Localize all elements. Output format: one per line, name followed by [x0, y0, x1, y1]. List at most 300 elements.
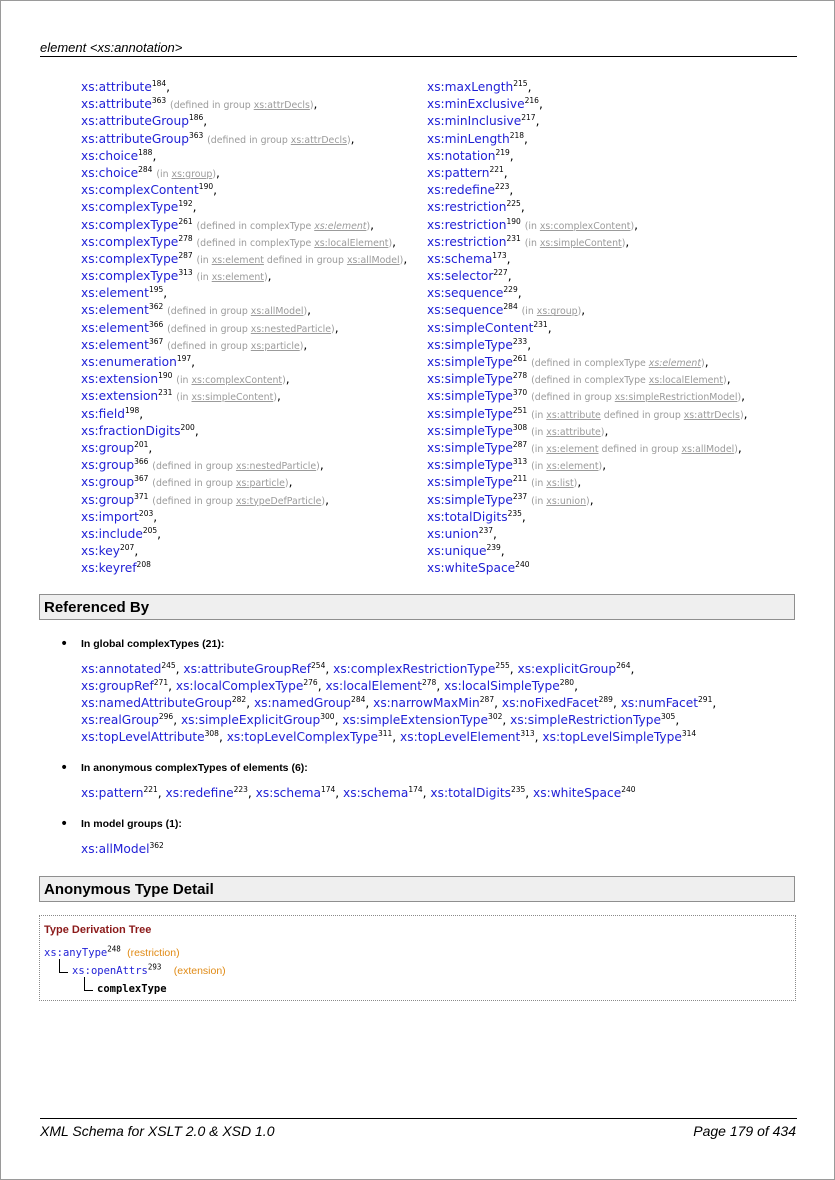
element-link[interactable]: xs:extension	[81, 389, 159, 404]
page-ref: 233	[512, 336, 528, 346]
element-link[interactable]: xs:enumeration	[81, 355, 177, 369]
element-list-item: xs:extension$^{231}$ (in xs:simpleContent),	[81, 388, 281, 404]
referencing-type: xs:attributeGroupRef$^{254}$,	[183, 660, 330, 676]
element-list-item: xs:element$^{366}$ (defined in group xs:nestedParticle),	[81, 319, 339, 335]
context-link[interactable]: xs:element	[648, 358, 702, 369]
element-list-item: xs:minLength$^{218}$,	[427, 130, 528, 146]
element-link[interactable]: xs:whiteSpace	[427, 561, 516, 576]
element-list-item: xs:pattern$^{221}$,	[427, 164, 508, 180]
header-rule	[40, 56, 797, 57]
tree-connector	[84, 977, 93, 991]
page-ref: 192	[178, 199, 193, 209]
element-list-item: xs:element$^{367}$ (defined in group xs:particle),	[81, 336, 308, 352]
page-ref: 291	[698, 694, 713, 704]
page-ref: 313	[178, 268, 193, 277]
context-link[interactable]: xs:element	[211, 254, 264, 266]
element-link[interactable]: xs:complexContent	[81, 183, 199, 198]
element-list-item: xs:group$^{371}$ (defined in group xs:typeDefParticle),	[81, 491, 329, 507]
context-note: (defined in group xs:particle)	[167, 340, 304, 352]
element-link[interactable]: xs:sequence	[427, 303, 504, 318]
page-ref: 235	[507, 508, 522, 518]
page-ref: 201	[134, 439, 149, 449]
referencing-type-link[interactable]: xs:simpleExtensionType	[342, 713, 489, 727]
context-link[interactable]: xs:allModel	[681, 443, 735, 455]
context-note: (defined in complexType xs:element)	[196, 220, 371, 232]
page-ref: 363	[188, 130, 204, 140]
page-ref: 287	[479, 694, 495, 704]
context-note: (in xs:simpleContent)	[176, 392, 277, 404]
context-link[interactable]: xs:simpleContent	[539, 237, 622, 249]
page-ref: 216	[524, 96, 539, 106]
children-right-column	[427, 79, 747, 577]
context-link[interactable]: xs:typeDefParticle	[235, 495, 322, 507]
element-link[interactable]: xs:simpleType	[427, 475, 513, 490]
page-ref: 278	[421, 677, 437, 687]
referencing-type: xs:narrowMaxMin$^{287}$,	[373, 694, 498, 710]
element-list-item: xs:simpleType$^{370}$ (defined in group xs:simpleRestrictionModel),	[427, 388, 745, 404]
tree-connector	[59, 959, 68, 973]
element-link[interactable]: xs:redefine	[427, 183, 496, 198]
referencing-type: xs:simpleExtensionType$^{302}$,	[342, 711, 507, 727]
page-ref: 278	[178, 233, 193, 243]
referencing-type-link[interactable]: xs:schema	[255, 786, 321, 800]
referencing-type: xs:pattern$^{221}$,	[81, 784, 162, 800]
element-link[interactable]: xs:complexType	[81, 234, 179, 249]
element-link[interactable]: xs:simpleType	[427, 389, 513, 404]
element-link[interactable]: xs:fractionDigits	[81, 423, 181, 438]
page-ref: 308	[204, 728, 219, 738]
context-note: (in xs:attribute)	[531, 426, 605, 438]
element-list-item: xs:restriction$^{231}$ (in xs:simpleContent),	[427, 233, 630, 249]
context-note: (in xs:element defined in group xs:allModel)	[531, 443, 738, 455]
tree-node-link[interactable]: xs:anyType	[44, 947, 108, 959]
referencing-type-link[interactable]: xs:namedGroup	[253, 696, 352, 710]
element-link[interactable]: xs:sequence	[427, 286, 504, 301]
referencing-type-link[interactable]: xs:topLevelElement	[400, 730, 521, 744]
page-ref: 370	[512, 388, 528, 398]
page-ref: 287	[178, 250, 193, 260]
context-note: (in xs:complexContent)	[176, 375, 286, 387]
tree-node-leaf: complexType	[97, 983, 167, 995]
element-link[interactable]: xs:simpleType	[427, 406, 513, 421]
page-ref: 221	[489, 164, 504, 174]
page-ref: 362	[148, 302, 164, 312]
element-link[interactable]: xs:include	[81, 526, 143, 541]
page-ref: 308	[512, 422, 528, 432]
page-ref: 198	[124, 405, 140, 415]
element-link[interactable]: xs:pattern	[427, 165, 490, 180]
element-list-item: xs:simpleType$^{308}$ (in xs:attribute),	[427, 422, 609, 438]
element-link[interactable]: xs:simpleType	[427, 372, 513, 387]
element-link[interactable]: xs:complexType	[81, 200, 179, 215]
context-link[interactable]: xs:attrDecls	[253, 100, 310, 112]
element-link[interactable]: xs:simpleContent	[427, 320, 534, 335]
context-note: (in xs:group)	[156, 168, 217, 180]
referencing-type: xs:simpleRestrictionType$^{305}$,	[510, 711, 680, 727]
referencing-type-link[interactable]: xs:redefine	[165, 786, 234, 800]
element-link[interactable]: xs:selector	[427, 269, 494, 284]
page-ref: 229	[503, 285, 518, 295]
referencing-type: xs:topLevelElement$^{313}$,	[400, 728, 539, 744]
referencing-type: xs:localComplexType$^{276}$,	[175, 677, 322, 693]
referencing-type-link[interactable]: xs:namedAttributeGroup	[81, 696, 232, 710]
element-list-item: xs:notation$^{219}$,	[427, 147, 514, 163]
page-ref: 219	[495, 147, 510, 157]
element-link[interactable]: xs:element	[81, 286, 149, 301]
footer-rule	[40, 1118, 797, 1119]
element-list-item: xs:sequence$^{284}$ (in xs:group),	[427, 302, 586, 318]
referencing-type-link[interactable]: xs:totalDigits	[430, 786, 511, 800]
referencing-type: xs:localSimpleType$^{280}$,	[444, 677, 578, 693]
element-list-item: xs:simpleContent$^{231}$,	[427, 319, 552, 335]
context-link[interactable]: xs:allModel	[250, 306, 304, 318]
element-list-item: xs:totalDigits$^{235}$,	[427, 508, 526, 524]
page-ref: 362	[149, 840, 164, 850]
page-ref: 287	[512, 439, 528, 449]
context-link[interactable]: xs:particle	[250, 340, 300, 352]
context-link[interactable]: xs:attrDecls	[683, 409, 740, 421]
page-ref: 235	[510, 784, 526, 794]
page-ref: 190	[158, 371, 173, 381]
page-ref: 367	[134, 474, 149, 484]
element-list-item: xs:group$^{201}$,	[81, 439, 153, 455]
context-link[interactable]: xs:element	[314, 220, 367, 232]
referencing-type	[81, 842, 164, 856]
page-ref: 282	[231, 694, 247, 704]
page-ref: 184	[151, 78, 167, 88]
page-ref: 227	[493, 268, 508, 277]
context-note: (in xs:element defined in group xs:allModel)	[196, 254, 404, 266]
page-ref: 221	[143, 784, 158, 794]
page-ref: 225	[506, 199, 521, 209]
context-link[interactable]: xs:simpleContent	[191, 392, 274, 404]
referencing-type: xs:redefine$^{223}$,	[165, 784, 252, 800]
page-ref: 366	[134, 457, 149, 467]
context-link[interactable]: xs:element	[546, 461, 599, 473]
derivation-kind: (extension)	[173, 965, 226, 977]
bullet: •	[60, 636, 69, 652]
page-ref: 314	[681, 728, 697, 738]
element-link[interactable]: xs:simpleType	[427, 458, 513, 473]
page-ref: 280	[559, 677, 575, 687]
context-note: (defined in group xs:attrDecls)	[207, 134, 351, 146]
element-link[interactable]: xs:totalDigits	[427, 509, 508, 524]
element-list-item: xs:simpleType$^{287}$ (in xs:element defined in group xs:allModel),	[427, 439, 742, 455]
element-link[interactable]: xs:notation	[427, 148, 496, 163]
element-list-item: xs:maxLength$^{215}$,	[427, 78, 532, 94]
element-link[interactable]: xs:schema	[427, 251, 493, 266]
element-list-item: xs:key$^{207}$,	[81, 543, 139, 559]
referencing-type: xs:numFacet$^{291}$,	[620, 694, 717, 710]
page-ref: 197	[176, 353, 192, 363]
context-note: (in xs:attribute defined in group xs:attrDecls)	[531, 409, 744, 421]
element-list-item: xs:simpleType$^{233}$,	[427, 336, 532, 352]
tree-node-root	[44, 944, 180, 959]
element-link[interactable]: xs:keyref	[81, 561, 137, 576]
tree-node-link[interactable]: xs:openAttrs	[72, 965, 148, 977]
page-ref: 251	[512, 405, 528, 415]
referencing-type-link[interactable]: xs:localSimpleType	[444, 679, 560, 693]
page-ref: 284	[503, 302, 518, 312]
element-link[interactable]: xs:minExclusive	[427, 97, 525, 112]
element-link[interactable]: xs:group	[81, 492, 135, 507]
page-ref: 313	[520, 728, 535, 738]
element-link[interactable]: xs:complexType	[81, 251, 179, 266]
element-list-item: xs:field$^{198}$,	[81, 405, 144, 421]
context-note: (in xs:simpleContent)	[524, 237, 626, 249]
page-ref: 231	[533, 319, 548, 329]
context-note: (in xs:element)	[531, 461, 603, 473]
element-link[interactable]: xs:simpleType	[427, 492, 513, 507]
element-link[interactable]: xs:restriction	[427, 200, 507, 215]
referencing-type: xs:realGroup$^{296}$,	[81, 711, 178, 727]
element-list-item: xs:extension$^{190}$ (in xs:complexContent),	[81, 371, 290, 387]
referencing-type-link[interactable]: xs:numFacet	[620, 696, 699, 710]
referencing-type-link[interactable]: xs:topLevelComplexType	[226, 730, 378, 744]
page-ref: 271	[153, 677, 169, 687]
element-list-item: xs:simpleType$^{313}$ (in xs:element),	[427, 457, 607, 473]
element-list-item: xs:simpleType$^{278}$ (defined in complexType xs:localElement),	[427, 371, 731, 387]
page-ref: 367	[148, 336, 164, 346]
referencing-type: xs:topLevelComplexType$^{311}$,	[226, 728, 397, 744]
context-link[interactable]: xs:element	[211, 272, 264, 284]
page-ref: 284	[138, 164, 153, 174]
context-link[interactable]: xs:attribute	[546, 426, 601, 438]
page-ref: 371	[134, 491, 149, 501]
context-note: (defined in group xs:attrDecls)	[170, 100, 314, 112]
referencing-type-link[interactable]: xs:simpleExplicitGroup	[180, 713, 321, 727]
element-list-item: xs:simpleType$^{237}$ (in xs:union),	[427, 491, 594, 507]
page-ref: 363	[151, 96, 167, 106]
context-link[interactable]: xs:nestedParticle	[235, 461, 317, 473]
page-ref: 173	[492, 250, 507, 260]
page-ref: 211	[512, 474, 528, 484]
page-ref: 200	[180, 422, 195, 432]
element-link[interactable]: xs:restriction	[427, 234, 507, 249]
page-ref: 223	[233, 784, 248, 794]
page-ref: 195	[148, 285, 164, 295]
referencing-type-link[interactable]: xs:realGroup	[81, 713, 159, 727]
page-ref: 302	[488, 711, 503, 721]
referencing-type: xs:topLevelAttribute$^{308}$,	[81, 728, 223, 744]
page-ref: 254	[311, 660, 326, 670]
context-note: (in xs:list)	[531, 478, 578, 490]
context-link[interactable]: xs:allModel	[346, 254, 400, 266]
page-ref: 264	[616, 660, 631, 670]
page-ref: 186	[188, 113, 204, 123]
page-ref: 293	[147, 962, 162, 972]
referencing-type-link[interactable]: xs:attributeGroupRef	[183, 662, 312, 676]
element-link[interactable]: xs:element	[81, 337, 149, 352]
context-link[interactable]: xs:simpleRestrictionModel	[614, 392, 738, 404]
element-link[interactable]: xs:field	[81, 406, 125, 421]
context-note: (in xs:complexContent)	[524, 220, 635, 232]
page-ref: 237	[478, 525, 494, 535]
referencing-type: xs:namedAttributeGroup$^{282}$,	[81, 694, 251, 710]
element-list-item: xs:attribute$^{363}$ (defined in group xs:attrDecls),	[81, 96, 318, 112]
referencing-type-link[interactable]: xs:topLevelSimpleType	[542, 730, 682, 744]
element-list-item	[427, 560, 747, 577]
element-list-item: xs:minInclusive$^{217}$,	[427, 113, 540, 129]
element-link[interactable]: xs:element	[81, 320, 149, 335]
context-link[interactable]: xs:localElement	[648, 375, 724, 387]
element-link[interactable]: xs:minLength	[427, 131, 510, 146]
referencing-type-link[interactable]: xs:complexRestrictionType	[333, 662, 496, 676]
context-note: (defined in group xs:nestedParticle)	[167, 323, 335, 335]
element-list-item: xs:redefine$^{223}$,	[427, 182, 514, 198]
element-list-item: xs:fractionDigits$^{200}$,	[81, 422, 199, 438]
element-list-item: xs:union$^{237}$,	[427, 525, 497, 541]
context-note: (in xs:element)	[196, 272, 268, 284]
element-link[interactable]: xs:attributeGroup	[81, 114, 189, 129]
referencing-type-link[interactable]: xs:simpleRestrictionType	[510, 713, 662, 727]
context-link[interactable]: xs:nestedParticle	[250, 323, 332, 335]
element-link[interactable]: xs:attributeGroup	[81, 131, 189, 146]
element-list-item: xs:enumeration$^{197}$,	[81, 353, 196, 369]
referencing-type-link[interactable]: xs:narrowMaxMin	[373, 696, 480, 710]
page-ref: 248	[107, 944, 121, 954]
referencing-type-link[interactable]: xs:explicitGroup	[517, 662, 617, 676]
element-link[interactable]: xs:simpleType	[427, 423, 513, 438]
element-link[interactable]: xs:choice	[81, 148, 139, 163]
element-link[interactable]: xs:simpleType	[427, 355, 513, 369]
context-link[interactable]: xs:particle	[235, 478, 285, 490]
page-ref: 240	[621, 784, 636, 794]
element-link[interactable]: xs:complexType	[81, 269, 179, 284]
referencing-type: xs:totalDigits$^{235}$,	[430, 784, 530, 800]
page-ref: 311	[377, 728, 393, 738]
element-link[interactable]: xs:choice	[81, 165, 139, 180]
element-link[interactable]: xs:attribute	[81, 97, 152, 112]
referencing-type-link[interactable]: xs:topLevelAttribute	[81, 730, 205, 744]
referencing-type-link[interactable]: xs:pattern	[81, 786, 144, 800]
element-list-item: xs:schema$^{173}$,	[427, 250, 511, 266]
element-link[interactable]: xs:key	[81, 544, 121, 559]
element-list-item	[81, 560, 407, 577]
referencing-type: xs:explicitGroup$^{264}$,	[517, 660, 635, 676]
page-ref: 366	[148, 319, 164, 329]
element-list-item: xs:restriction$^{190}$ (in xs:complexContent),	[427, 216, 639, 232]
referenced-group-list	[81, 841, 721, 858]
referencing-type-link[interactable]: xs:localComplexType	[175, 679, 304, 693]
children-left-column	[81, 79, 407, 577]
element-list-item: xs:selector$^{227}$,	[427, 268, 512, 284]
referencing-type: xs:noFixedFacet$^{289}$,	[501, 694, 617, 710]
page-ref: 207	[120, 543, 135, 552]
element-list-item: xs:include$^{205}$,	[81, 525, 162, 541]
element-link[interactable]: xs:minInclusive	[427, 114, 522, 129]
referencing-type: xs:namedGroup$^{284}$,	[253, 694, 370, 710]
context-link[interactable]: xs:complexContent	[539, 220, 631, 232]
referencing-type-link[interactable]: xs:groupRef	[81, 679, 154, 693]
referencing-type-link[interactable]: xs:localElement	[325, 679, 422, 693]
context-link[interactable]: xs:group	[536, 306, 578, 318]
element-link[interactable]: xs:extension	[81, 372, 159, 387]
referencing-type-link[interactable]: xs:whiteSpace	[533, 786, 622, 800]
context-link[interactable]: xs:localElement	[314, 237, 389, 249]
element-list-item: xs:group$^{367}$ (defined in group xs:particle),	[81, 474, 293, 490]
context-note: (defined in group xs:typeDefParticle)	[152, 495, 326, 507]
context-note: (defined in group xs:nestedParticle)	[152, 461, 320, 473]
referencing-type: xs:annotated$^{245}$,	[81, 660, 180, 676]
context-link[interactable]: xs:union	[546, 495, 587, 507]
element-list-item: xs:minExclusive$^{216}$,	[427, 96, 543, 112]
element-link[interactable]: xs:group	[81, 475, 135, 490]
referencing-type-link[interactable]: xs:schema	[343, 786, 409, 800]
context-link[interactable]: xs:attrDecls	[290, 134, 347, 146]
element-list-item: xs:complexType$^{287}$ (in xs:element defined in group xs:allModel),	[81, 250, 408, 266]
page-ref: 239	[486, 543, 501, 552]
element-link[interactable]: xs:attribute	[81, 80, 152, 94]
context-note: (in xs:union)	[531, 495, 590, 507]
referencing-type-link[interactable]: xs:annotated	[81, 662, 162, 676]
element-link[interactable]: xs:group	[81, 440, 135, 455]
element-list-item: xs:complexType$^{192}$,	[81, 199, 197, 215]
element-link[interactable]: xs:group	[81, 458, 135, 473]
page-ref: 289	[598, 694, 613, 704]
context-note: (defined in complexType xs:element)	[531, 358, 705, 369]
referenced-group-list	[81, 661, 721, 746]
page-ref: 215	[513, 78, 528, 88]
element-list-item: xs:element$^{195}$,	[81, 285, 168, 301]
element-list-item: xs:attribute$^{184}$,	[81, 78, 171, 94]
page-ref: 300	[320, 711, 335, 721]
bullet: •	[60, 816, 69, 832]
context-link[interactable]: xs:attribute	[546, 409, 601, 421]
type-derivation-tree-title: Type Derivation Tree	[44, 924, 152, 936]
element-link[interactable]: xs:import	[81, 509, 139, 524]
element-link[interactable]: xs:element	[81, 303, 149, 318]
referencing-type-link[interactable]: xs:allModel	[81, 842, 150, 856]
page-ref: 223	[495, 182, 510, 192]
element-link[interactable]: xs:restriction	[427, 217, 507, 232]
element-link[interactable]: xs:simpleType	[427, 337, 513, 352]
referencing-type-link[interactable]: xs:noFixedFacet	[501, 696, 599, 710]
page-ref: 237	[512, 491, 528, 501]
context-link[interactable]: xs:complexContent	[191, 375, 283, 387]
context-note: (defined in group xs:allModel)	[167, 306, 308, 318]
page-ref: 284	[351, 694, 366, 704]
element-list-item: xs:element$^{362}$ (defined in group xs:allModel),	[81, 302, 312, 318]
tree-node-child	[72, 962, 226, 977]
element-link[interactable]: xs:union	[427, 526, 479, 541]
context-note: (defined in group xs:simpleRestrictionModel)	[531, 392, 742, 404]
referenced-group-label: In global complexTypes (21):	[81, 638, 225, 650]
element-list-item: xs:complexType$^{261}$ (defined in complexType xs:element),	[81, 216, 375, 232]
page-ref: 313	[512, 457, 528, 467]
element-link[interactable]: xs:maxLength	[427, 80, 514, 94]
context-note: (defined in complexType xs:localElement)	[531, 375, 727, 387]
referencing-type: xs:localElement$^{278}$,	[325, 677, 441, 693]
referencing-type: xs:simpleExplicitGroup$^{300}$,	[180, 711, 339, 727]
element-link[interactable]: xs:unique	[427, 544, 487, 559]
context-link[interactable]: xs:element	[546, 443, 599, 455]
element-list-item: xs:unique$^{239}$,	[427, 543, 505, 559]
element-list-item: xs:attributeGroup$^{186}$,	[81, 113, 208, 129]
page-ref: 217	[521, 113, 536, 123]
element-link[interactable]: xs:simpleType	[427, 440, 513, 455]
page-ref: 296	[158, 711, 174, 721]
element-link[interactable]: xs:complexType	[81, 217, 179, 232]
referencing-type: xs:schema$^{174}$,	[255, 784, 340, 800]
referenced-group-label: In model groups (1):	[81, 818, 182, 830]
referencing-type: xs:groupRef$^{271}$,	[81, 677, 172, 693]
context-note: (defined in group xs:particle)	[152, 478, 289, 490]
bullet: •	[60, 760, 69, 776]
page-ref: 208	[136, 560, 151, 570]
context-link[interactable]: xs:group	[171, 168, 213, 180]
context-link[interactable]: xs:list	[546, 478, 574, 490]
